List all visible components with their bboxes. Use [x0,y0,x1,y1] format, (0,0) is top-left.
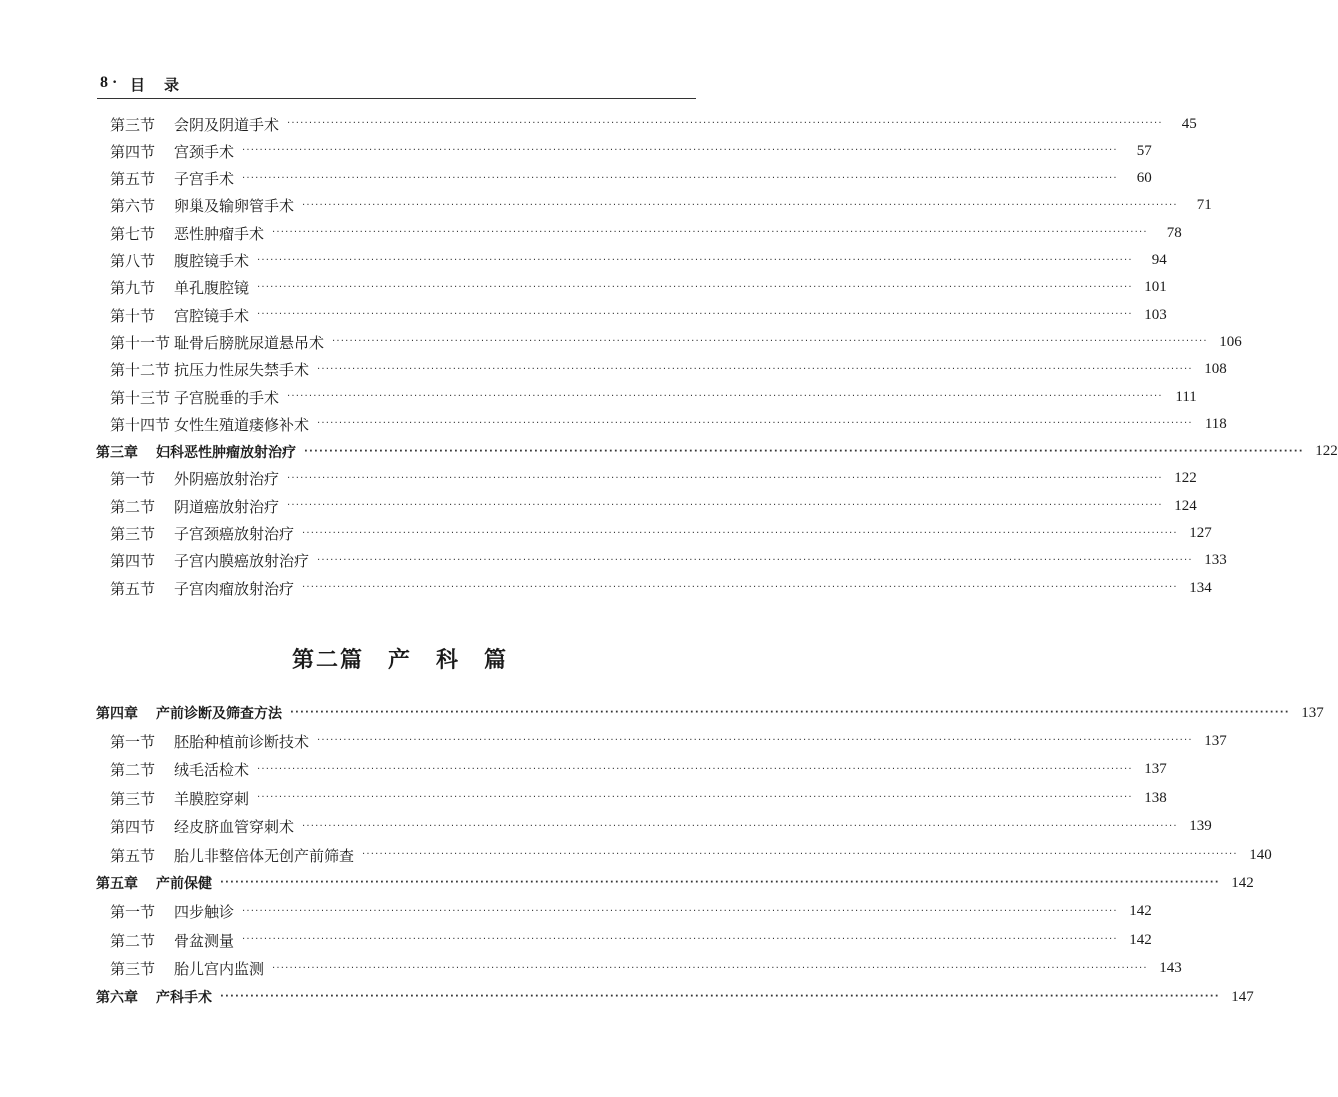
toc-entry-number: 第六章 [96,990,138,1006]
toc-entry-page-number: 143 [1159,960,1182,977]
toc-entry-title: 恶性肿瘤手术 [174,224,265,243]
toc-entry-label [110,305,249,326]
toc-entry-page-number: 133 [1204,552,1227,569]
toc-section-entry[interactable] [110,901,1152,923]
toc-entry-title: 宫颈手术 [174,142,235,161]
toc-entry-page-number: 138 [1144,789,1167,806]
toc-entry-page-number: 127 [1189,525,1212,541]
toc-entry-label [110,223,264,244]
toc-entry-number: 第三节 [110,789,156,808]
toc-entry-page-number: 111 [1175,388,1197,405]
toc-entry-label [96,873,212,893]
toc-entry-label [110,759,249,780]
toc-dot-leader: ········································································································································································································ [317,554,1193,566]
toc-dot-leader: ········································································································································································································ [242,145,1118,157]
toc-entry-number: 第四节 [110,142,156,161]
toc-section-entry[interactable] [110,386,1197,408]
toc-dot-leader: ········································································································································································································ [272,962,1148,974]
toc-entry-title: 骨盆测量 [174,931,235,950]
toc-entry-number: 第五节 [110,846,156,865]
toc-entry-number: 第五章 [96,876,138,893]
toc-entry-title: 经皮脐血管穿刺术 [174,818,295,837]
toc-entry-label [110,468,279,489]
toc-entry-label [96,987,212,1007]
toc-dot-leader: ········································································································································································································ [242,905,1118,917]
toc-section-entry[interactable] [110,468,1197,490]
toc-dot-leader: ········································································································································································································ [257,309,1133,321]
toc-entry-label [110,114,279,135]
toc-dot-leader: ········································································································································································································ [257,792,1133,804]
toc-entry-title: 产前诊断及筛查方法 [156,706,282,722]
toc-entry-label [110,387,279,408]
toc-entry-number: 第三节 [110,960,156,979]
toc-dot-leader: ········································································································································································································ [220,991,1220,1002]
toc-entry-page-number: 94 [1151,252,1167,268]
toc-entry-title: 子宫脱垂的手术 [174,388,280,407]
toc-section-entry[interactable] [110,277,1167,299]
toc-section-entry[interactable] [110,929,1152,951]
toc-entry-page-number: 137 [1204,732,1227,749]
toc-entry-title: 女性生殖道瘘修补术 [174,415,310,434]
toc-entry-number: 第八节 [110,252,156,270]
toc-entry-page-number: 142 [1129,931,1152,948]
toc-entry-label [110,523,294,544]
header-title: 目 录 [130,76,182,94]
toc-entry-title: 羊膜腔穿刺 [174,789,250,808]
toc-entry-page-number: 118 [1204,415,1227,432]
toc-chapter-entry[interactable] [96,441,1338,463]
toc-entry-page-number: 139 [1189,818,1212,835]
toc-dot-leader: ········································································································································································································ [287,472,1163,484]
toc-entry-title: 抗压力性尿失禁手术 [174,361,310,380]
toc-entry-title: 阴道癌放射治疗 [174,497,280,516]
toc-entry-page-number: 122 [1174,470,1197,487]
toc-entry-number: 第一节 [110,903,156,922]
toc-entry-number: 第三节 [110,525,156,543]
header-page-number: 8 · [100,74,118,91]
toc-entry-number: 第六节 [110,197,156,216]
toc-entry-page-number: 60 [1136,170,1152,187]
toc-entry-number: 第五节 [110,170,156,189]
toc-entry-title: 子宫肉瘤放射治疗 [174,579,295,598]
toc-entry-title: 单孔腹腔镜 [174,279,250,298]
toc-dot-leader: ········································································································································································································ [287,118,1163,129]
toc-chapter-entry[interactable] [96,986,1254,1008]
toc-section-entry[interactable] [110,523,1212,545]
toc-entry-title: 妇科恶性肿瘤放射治疗 [156,444,296,461]
toc-entry-label [110,332,324,353]
toc-section-entry[interactable] [110,730,1227,752]
toc-entry-title: 外阴癌放射治疗 [174,470,280,489]
toc-section-entry[interactable] [110,759,1167,781]
toc-dot-leader: ········································································································································································································ [362,849,1238,860]
toc-entry-number: 第四节 [110,818,156,837]
toc-entry-label [110,901,234,922]
toc-entry-number: 第十三节 [110,388,171,407]
toc-section-entry[interactable] [110,168,1152,190]
running-header [97,72,696,99]
toc-section-entry[interactable] [110,413,1227,435]
toc-section-entry[interactable] [110,304,1167,326]
toc-section-entry[interactable] [110,816,1212,838]
toc-entry-number: 第三章 [96,444,138,461]
toc-entry-label [110,141,234,162]
toc-section-entry[interactable] [110,140,1152,162]
toc-entry-number: 第十四节 [110,415,171,434]
toc-entry-page-number: 103 [1144,306,1167,323]
toc-dot-leader: ········································································································································································································ [332,336,1208,348]
toc-entry-page-number: 106 [1219,333,1242,350]
toc-section-entry[interactable] [110,222,1182,244]
toc-section-entry[interactable] [110,331,1242,353]
toc-entry-title: 子宫内膜癌放射治疗 [174,552,310,571]
toc-dot-leader: ········································································································································································································ [302,820,1178,832]
toc-entry-page-number: 57 [1136,142,1152,159]
toc-dot-leader: ········································································································································································································ [317,363,1193,375]
toc-entry-page-number: 140 [1249,846,1272,863]
toc-entry-title: 会阴及阴道手术 [174,115,280,134]
toc-dot-leader: ········································································································································································································ [302,527,1178,539]
toc-entry-number: 第九节 [110,279,156,298]
toc-entry-label [110,930,234,951]
toc-dot-leader: ········································································································································································································ [317,418,1193,430]
toc-entry-page-number: 137 [1301,704,1324,721]
toc-section-entry[interactable] [110,250,1167,272]
toc-dot-leader: ········································································································································································································ [287,391,1163,402]
toc-chapter-entry[interactable] [96,702,1324,724]
toc-entry-label [110,731,309,752]
toc-dot-leader: ········································································································································································································ [290,707,1290,718]
toc-entry-page-number: 78 [1166,224,1182,241]
toc-entry-label [110,958,264,979]
toc-entry-label [110,845,354,866]
toc-section-entry[interactable] [110,113,1197,135]
toc-section-entry[interactable] [110,958,1182,980]
toc-entry-label [110,816,294,837]
toc-entry-label [110,277,249,298]
toc-entry-title: 产科手术 [156,990,212,1006]
toc-entry-label [110,496,279,517]
toc-entry-number: 第二节 [110,497,156,516]
toc-entry-number: 第二节 [110,761,156,780]
toc-entry-title: 耻骨后膀胱尿道悬吊术 [174,333,325,352]
toc-entry-page-number: 134 [1189,579,1212,596]
toc-entry-page-number: 147 [1231,988,1254,1005]
toc-dot-leader: ········································································································································································································ [257,763,1133,775]
toc-dot-leader: ········································································································································································································ [287,500,1163,512]
toc-chapter-entry[interactable] [96,872,1254,894]
toc-entry-page-number: 45 [1181,115,1197,132]
toc-entry-label [110,168,234,189]
toc-entry-label [110,195,294,216]
toc-section-entry[interactable] [110,577,1212,599]
toc-entry-title: 胎儿宫内监测 [174,960,265,979]
toc-entry-number: 第五节 [110,579,156,598]
toc-entry-page-number: 137 [1144,761,1167,778]
toc-section-entry[interactable] [110,787,1167,809]
toc-section-entry[interactable] [110,195,1212,217]
toc-entry-page-number: 142 [1231,874,1254,891]
toc-dot-leader: ········································································································································································································ [257,281,1133,293]
toc-section-entry[interactable] [110,495,1197,517]
toc-entry-label [110,359,309,380]
toc-entry-number: 第三节 [110,115,156,134]
toc-entry-number: 第二节 [110,931,156,950]
toc-entry-label [110,550,309,571]
toc-dot-leader: ········································································································································································································ [272,227,1148,239]
toc-entry-page-number: 71 [1196,197,1212,214]
toc-entry-number: 第四节 [110,552,156,571]
toc-entry-number: 第十一节 [110,333,171,352]
toc-entry-title: 子宫颈癌放射治疗 [174,525,295,543]
toc-dot-leader: ········································································································································································································ [242,172,1118,184]
toc-dot-leader: ········································································································································································································ [317,735,1193,747]
toc-dot-leader: ········································································································································································································ [302,199,1178,211]
toc-entry-label [96,442,296,462]
toc-dot-leader: ········································································································································································································ [302,582,1178,594]
toc-entry-label [96,703,282,723]
toc-section-entry[interactable] [110,844,1272,866]
toc-entry-label [110,414,309,435]
toc-entry-label [110,578,294,599]
toc-entry-page-number: 108 [1204,361,1227,378]
toc-entry-page-number: 101 [1144,279,1167,296]
toc-dot-leader: ········································································································································································································ [242,934,1118,946]
toc-entry-title: 胎儿非整倍体无创产前筛查 [174,846,355,865]
toc-entry-page-number: 124 [1174,497,1197,514]
toc-entry-page-number: 142 [1129,903,1152,920]
toc-entry-title: 子宫手术 [174,170,235,189]
toc-section-entry[interactable] [110,550,1227,572]
toc-entry-number: 第十二节 [110,361,171,380]
toc-entry-title: 四步触诊 [174,903,235,922]
toc-entry-title: 绒毛活检术 [174,761,250,780]
toc-dot-leader: ········································································································································································································ [304,445,1304,457]
toc-dot-leader: ········································································································································································································ [220,877,1220,889]
toc-entry-title: 宫腔镜手术 [174,306,250,325]
toc-section-entry[interactable] [110,359,1227,381]
toc-entry-number: 第一节 [110,732,156,751]
toc-entry-number: 第十节 [110,306,156,325]
toc-entry-title: 胚胎种植前诊断技术 [174,732,310,751]
toc-entry-title: 卵巢及输卵管手术 [174,197,295,216]
toc-dot-leader: ········································································································································································································ [257,254,1133,266]
toc-entry-label [110,788,249,809]
toc-entry-number: 第七节 [110,224,156,243]
toc-entry-label [110,250,249,271]
toc-entry-number: 第一节 [110,470,156,489]
toc-entry-title: 产前保健 [156,876,212,893]
toc-entry-title: 腹腔镜手术 [174,252,250,270]
toc-entry-page-number: 122 [1315,443,1338,460]
part-title: 第二篇 产 科 篇 [291,647,508,673]
toc-entry-number: 第四章 [96,706,138,722]
